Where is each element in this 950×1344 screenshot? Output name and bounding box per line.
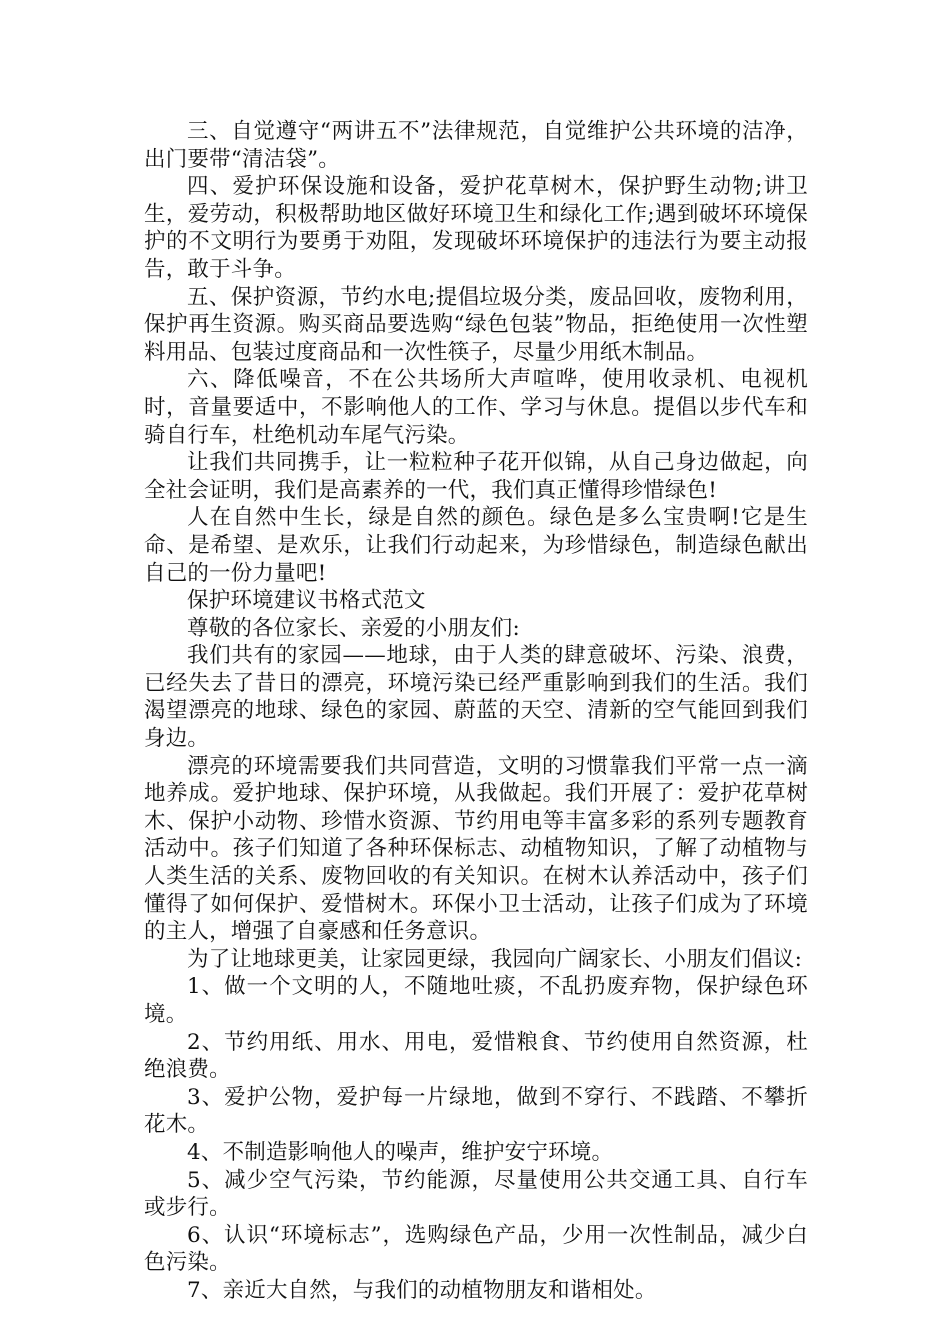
paragraph-activities: 漂亮的环境需要我们共同营造，文明的习惯靠我们平常一点一滴地养成。爱护地球、保护环境，从我做起。我们开展了：爱护花草树木、保护小动物、珍惜水资源、节约用电等丰富多彩的系列专题教育活动中。孩子们知道了各种环保标志、动植物知识，了解了动植物与人类生活的关系、废物回收的有关知识。在树木认养活动中，孩子们懂得了如何保护、爱惜树木。环保小卫士活动，让孩子们成为了环境的主人，增强了自豪感和任务意识。 [144, 753, 808, 945]
paragraph-item-5: 五、保护资源，节约水电;提倡垃圾分类，废品回收，废物利用，保护再生资源。购买商品要选购“绿色包装”物品，拒绝使用一次性塑料用品、包装过度商品和一次性筷子，尽量少用纸木制品。 [144, 284, 808, 365]
proposal-item-5: 5、减少空气污染，节约能源，尽量使用公共交通工具、自行车或步行。 [144, 1167, 808, 1221]
paragraph-call-to-action: 让我们共同携手，让一粒粒种子花开似锦，从自己身边做起，向全社会证明，我们是高素养的一代，我们真正懂得珍惜绿色! [144, 450, 808, 503]
proposal-item-4: 4、不制造影响他人的噪声，维护安宁环境。 [187, 1139, 614, 1165]
paragraph-item-3: 三、自觉遵守“两讲五不”法律规范，自觉维护公共环境的洁净，出门要带“清洁袋”。 [144, 119, 808, 172]
paragraph-proposal-intro: 为了让地球更美，让家园更绿，我园向广阔家长、小朋友们倡议: [187, 946, 803, 972]
proposal-item-6: 6、认识“环境标志”，选购绿色产品，少用一次性制品，减少白色污染。 [144, 1222, 808, 1276]
proposal-item-2: 2、节约用纸、用水、用电，爱惜粮食、节约使用自然资源，杜绝浪费。 [144, 1029, 808, 1083]
salutation: 尊敬的各位家长、亲爱的小朋友们: [187, 615, 520, 641]
paragraph-item-6: 六、降低噪音，不在公共场所大声喧哗，使用收录机、电视机时，音量要适中，不影响他人的工作、学习与休息。提倡以步代车和骑自行车，杜绝机动车尾气污染。 [144, 367, 808, 448]
paragraph-item-4: 四、爱护环保设施和设备，爱护花草树木，保护野生动物;讲卫生，爱劳动，积极帮助地区做好环境卫生和绿化工作;遇到破坏环境保护的不文明行为要勇于劝阻，发现破坏环境保护的违法行为要主动报告，敢于斗争。 [144, 174, 808, 282]
document-body [144, 118, 808, 1305]
proposal-item-1: 1、做一个文明的人，不随地吐痰，不乱扔废弃物，保护绿色环境。 [144, 974, 808, 1027]
paragraph-green-closing: 人在自然中生长，绿是自然的颜色。绿色是多么宝贵啊!它是生命、是希望、是欢乐，让我们行动起来，为珍惜绿色，制造绿色献出自己的一份力量吧! [144, 505, 808, 586]
proposal-item-7: 7、亲近大自然，与我们的动植物朋友和谐相处。 [187, 1277, 657, 1303]
paragraph-earth-home: 我们共有的家园——地球，由于人类的肆意破坏、污染、浪费，已经失去了昔日的漂亮，环境污染已经严重影响到我们的生活。我们渴望漂亮的地球、绿色的家园、蔚蓝的天空、清新的空气能回到我们身边。 [144, 643, 808, 752]
section-title: 保护环境建议书格式范文 [187, 588, 426, 614]
proposal-item-3: 3、爱护公物，爱护每一片绿地，做到不穿行、不践踏、不攀折花木。 [144, 1084, 808, 1138]
